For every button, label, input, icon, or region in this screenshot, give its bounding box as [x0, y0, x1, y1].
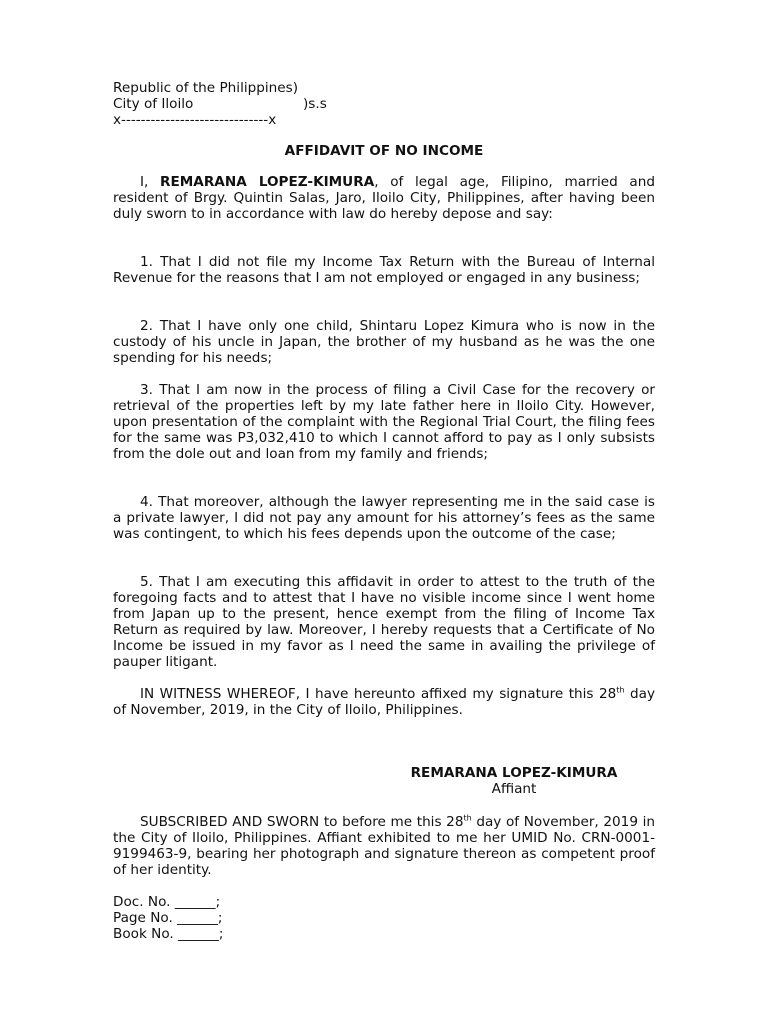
- doc-no: Doc. No. ______;: [113, 894, 221, 910]
- venue-caption: [113, 80, 373, 128]
- caption-ss: )s.s: [303, 96, 327, 112]
- affiant-signature-name: REMARANA LOPEZ-KIMURA: [410, 765, 618, 781]
- intro-pre: I,: [140, 174, 161, 190]
- witness-pre: IN WITNESS WHEREOF, I have hereunto affixed my signature this 28: [140, 686, 617, 702]
- paragraph-5: 5. That I am executing this affidavit in order to attest to the truth of the foregoing facts and to attest that I have no visible income since I went home from Japan up to the present, hence exempt from the filing of Income Tax Return as required by law. Moreover, I hereby requests that a Certificate of No Income be issued in my favor as I need the same in availing the privilege of pauper litigant.: [113, 574, 655, 670]
- caption-city-row: [113, 96, 373, 112]
- jurat-pre: SUBSCRIBED AND SWORN to before me this 28: [140, 814, 464, 830]
- caption-country: Republic of the Philippines): [113, 80, 299, 96]
- affiant-label: Affiant: [491, 781, 537, 797]
- paragraph-1: 1. That I did not file my Income Tax Return with the Bureau of Internal Revenue for the reasons that I am not employed or engaged in any business;: [113, 254, 655, 286]
- book-no: Book No. ______;: [113, 926, 224, 942]
- intro-paragraph: [113, 174, 655, 222]
- caption-city: City of Iloilo: [113, 96, 194, 112]
- paragraph-2: 2. That I have only one child, Shintaru Lopez Kimura who is now in the custody of his uncle in Japan, the brother of my husband as he was the one spending for his needs;: [113, 318, 655, 366]
- jurat-sup: th: [463, 813, 472, 823]
- intro-post: , of legal age, Filipino, married and resident of Brgy. Quintin Salas, Jaro, Iloilo City, Philippines, after having been duly sworn to in accordance with law do hereby depose and say:: [113, 174, 655, 222]
- caption-divider: x------------------------------x: [113, 112, 277, 128]
- page-no: Page No. ______;: [113, 910, 223, 926]
- paragraph-4: 4. That moreover, although the lawyer representing me in the said case is a private lawyer, I did not pay any amount for his attorney’s fees as the same was contingent, to which his fees depends upon the outcome of the case;: [113, 494, 655, 542]
- document-title: AFFIDAVIT OF NO INCOME: [284, 143, 484, 159]
- jurat-paragraph: [113, 814, 655, 878]
- witness-sup: th: [616, 685, 625, 695]
- paragraph-3: 3. That I am now in the process of filing a Civil Case for the recovery or retrieval of the properties left by my late father here in Iloilo City. However, upon presentation of the complaint with the Regional Trial Court, the filing fees for the same was P3,032,410 to which I cannot afford to pay as I only subsists from the dole out and loan from my family and friends;: [113, 382, 655, 462]
- jurat-post: day of November, 2019 in the City of Iloilo, Philippines. Affiant exhibited to me her UMID No. CRN-0001-9199463-9, bearing her photograph and signature thereon as competent proof of her identity.: [113, 814, 655, 878]
- witness-post: day of November, 2019, in the City of Iloilo, Philippines.: [113, 686, 656, 718]
- notarial-register-refs: [113, 894, 223, 942]
- signature-block: [360, 765, 668, 797]
- affiant-name-intro: REMARANA LOPEZ-KIMURA: [160, 174, 375, 190]
- witness-paragraph: [113, 686, 655, 718]
